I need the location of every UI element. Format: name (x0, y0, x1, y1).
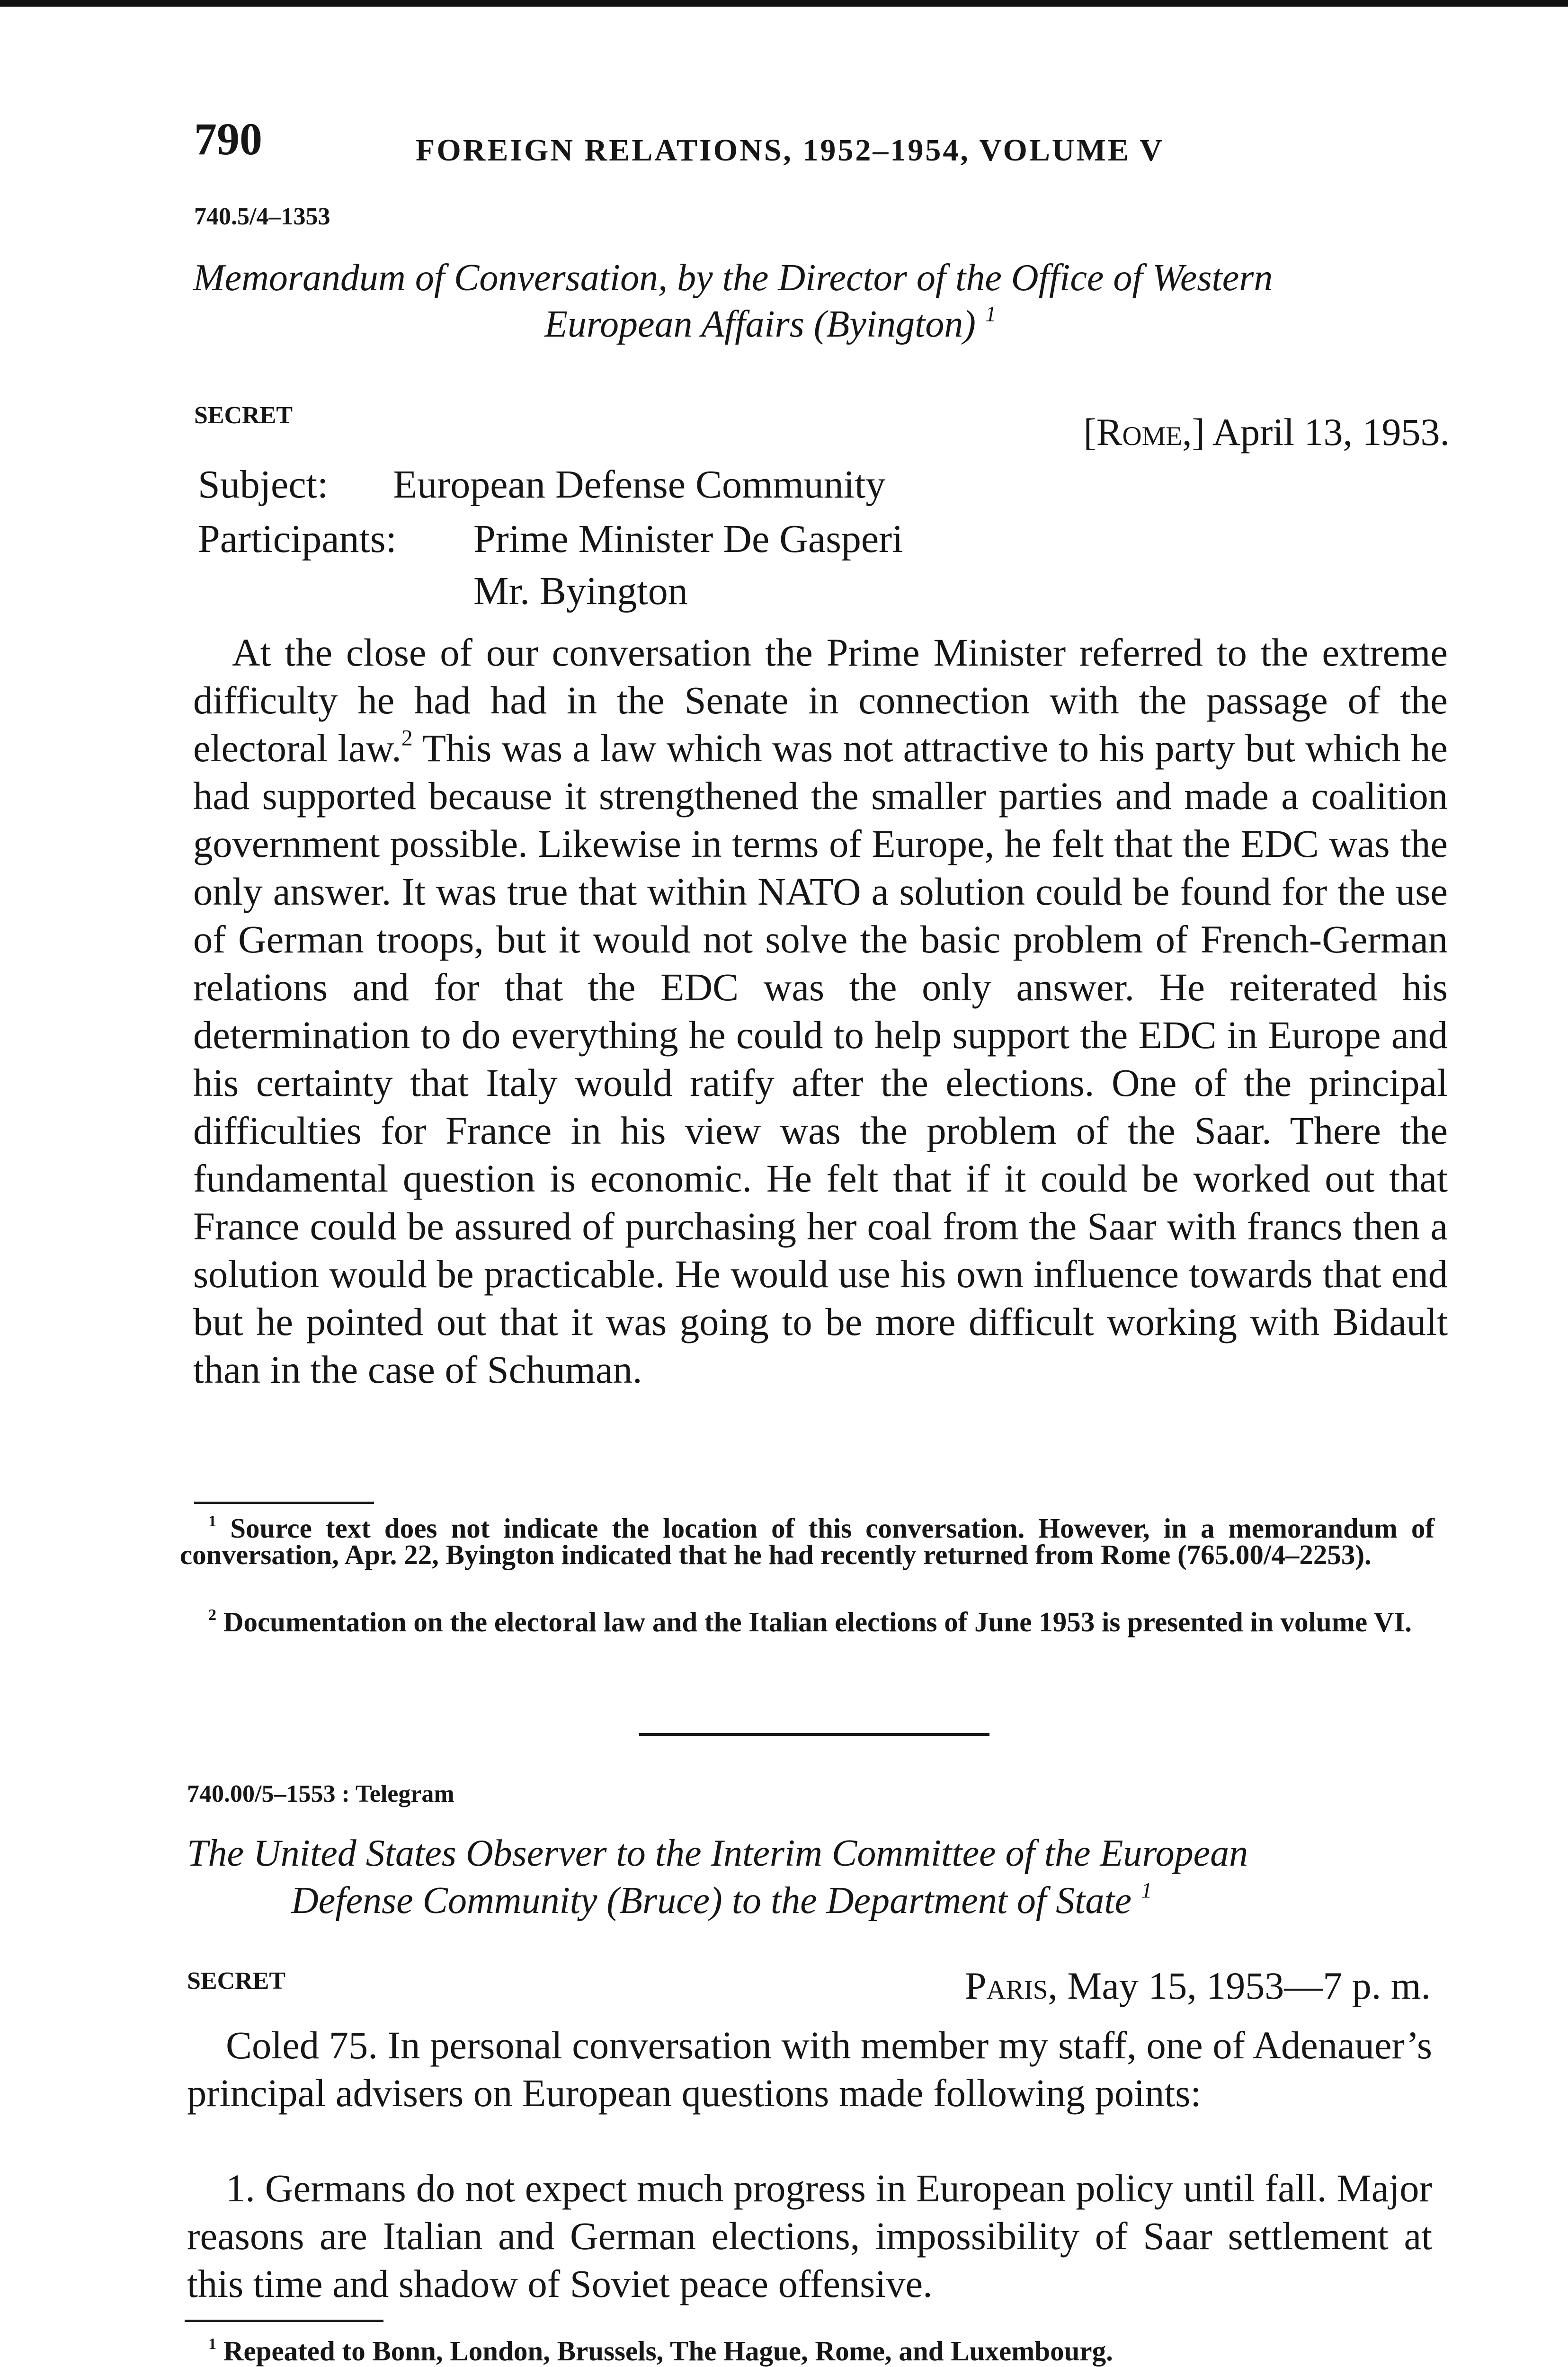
doc2-paragraph-2: 1. Germans do not expect much progress in European policy until fall. Major reasons are Italian and German elections, impossibility of Saar settlement at this time and shadow of Soviet peace offensive. (187, 2166, 1432, 2305)
doc2-title-line1: The United States Observer to the Interim Committee of the European (187, 1833, 1248, 1874)
doc2-paragraph-1: Coled 75. In personal conversation with member my staff, one of Adenauer’s principal advisers on European questions made following points: (187, 2023, 1432, 2115)
running-head: FOREIGN RELATIONS, 1952–1954, VOLUME V (416, 133, 1164, 168)
doc1-classification: SECRET (194, 402, 293, 429)
doc2-footnote-1: $^1$ Repeated to Bonn, London, Brussels, The Hague, Rome, and Luxembourg. (208, 2335, 1113, 2367)
doc1-subject-label: Subject: (198, 463, 329, 507)
doc1-date: April 13, 1953. (1212, 410, 1450, 454)
doc2-dateline (965, 1964, 1431, 2008)
doc1-place: Rome, (1096, 410, 1192, 454)
doc1-participants-label: Participants: (198, 517, 397, 561)
page-number: 790 (194, 114, 262, 164)
footnote-rule (185, 2320, 383, 2322)
doc1-title-footnote-mark: 1 (985, 302, 997, 327)
doc1-file-number: 740.5/4–1353 (194, 203, 330, 230)
doc1-dateline: [Rome,] April 13, 1953. (1083, 410, 1450, 454)
footnote-rule (194, 1502, 374, 1504)
doc2-date: May 15, 1953—7 p. m. (1067, 1964, 1431, 2007)
doc2-title-line2: Defense Community (Bruce) to the Department of State $^1$ (291, 1878, 1152, 1922)
doc1-participant: Prime Minister De Gasperi (473, 517, 903, 561)
doc1-title-line2: European Affairs (Byington) $^1$ (544, 302, 997, 345)
doc1-participant: Mr. Byington (473, 569, 688, 613)
doc1-subject-value: European Defense Community (393, 463, 886, 507)
doc1-title-line1: Memorandum of Conversation, by the Director of the Office of Western (193, 257, 1273, 299)
doc2-file-number: 740.00/5–1553 : Telegram (187, 1780, 454, 1807)
doc2-title-footnote-mark: 1 (1141, 1878, 1152, 1903)
doc1-footnote-mark-2: 2 (401, 725, 413, 751)
doc1-footnote-2: $^2$ Documentation on the electoral law and the Italian elections of June 1953 is presented in volume VI. (208, 1606, 1412, 1637)
section-divider (639, 1733, 989, 1736)
scan-edge (0, 0, 1568, 7)
doc1-body-paragraph: At the close of our conversation the Prime Minister referred to the extreme difficulty he had had in the Senate in connection with the passage of the electoral law.$^2$ This was a law which was not attractive to his party but which he had supported because it strengthened the smaller parties and made a coalition government possible. Likewise in terms of Europe, he felt that the EDC was the only answer. It was true that within NATO a solution could be found for the use of German troops, but it would not solve the basic problem of French-German relations and for that the EDC was the only answer. He reiterated his determination to do everything he could to help support the EDC in Europe and his certainty that Italy would ratify after the elections. One of the principal difficulties for France in his view was the problem of the Saar. There the fundamental question is economic. He felt that if it could be worked out that France could be assured of purchasing her coal from the Saar with francs then a solution would be practicable. He would use his own influence towards that end but he pointed out that it was going to be more difficult working with Bidault than in the case of Schuman. (193, 631, 1448, 1391)
doc1-footnote-1: $^1$ Source text does not indicate the location of this conversation. However, in a memorandum of conversation, Apr. 22, Byington indicated that he had recently returned from Rome (765.00/4–2253). (180, 1513, 1435, 1570)
doc2-place: Paris, (964, 1964, 1058, 2007)
doc2-classification: SECRET (187, 1967, 286, 1994)
